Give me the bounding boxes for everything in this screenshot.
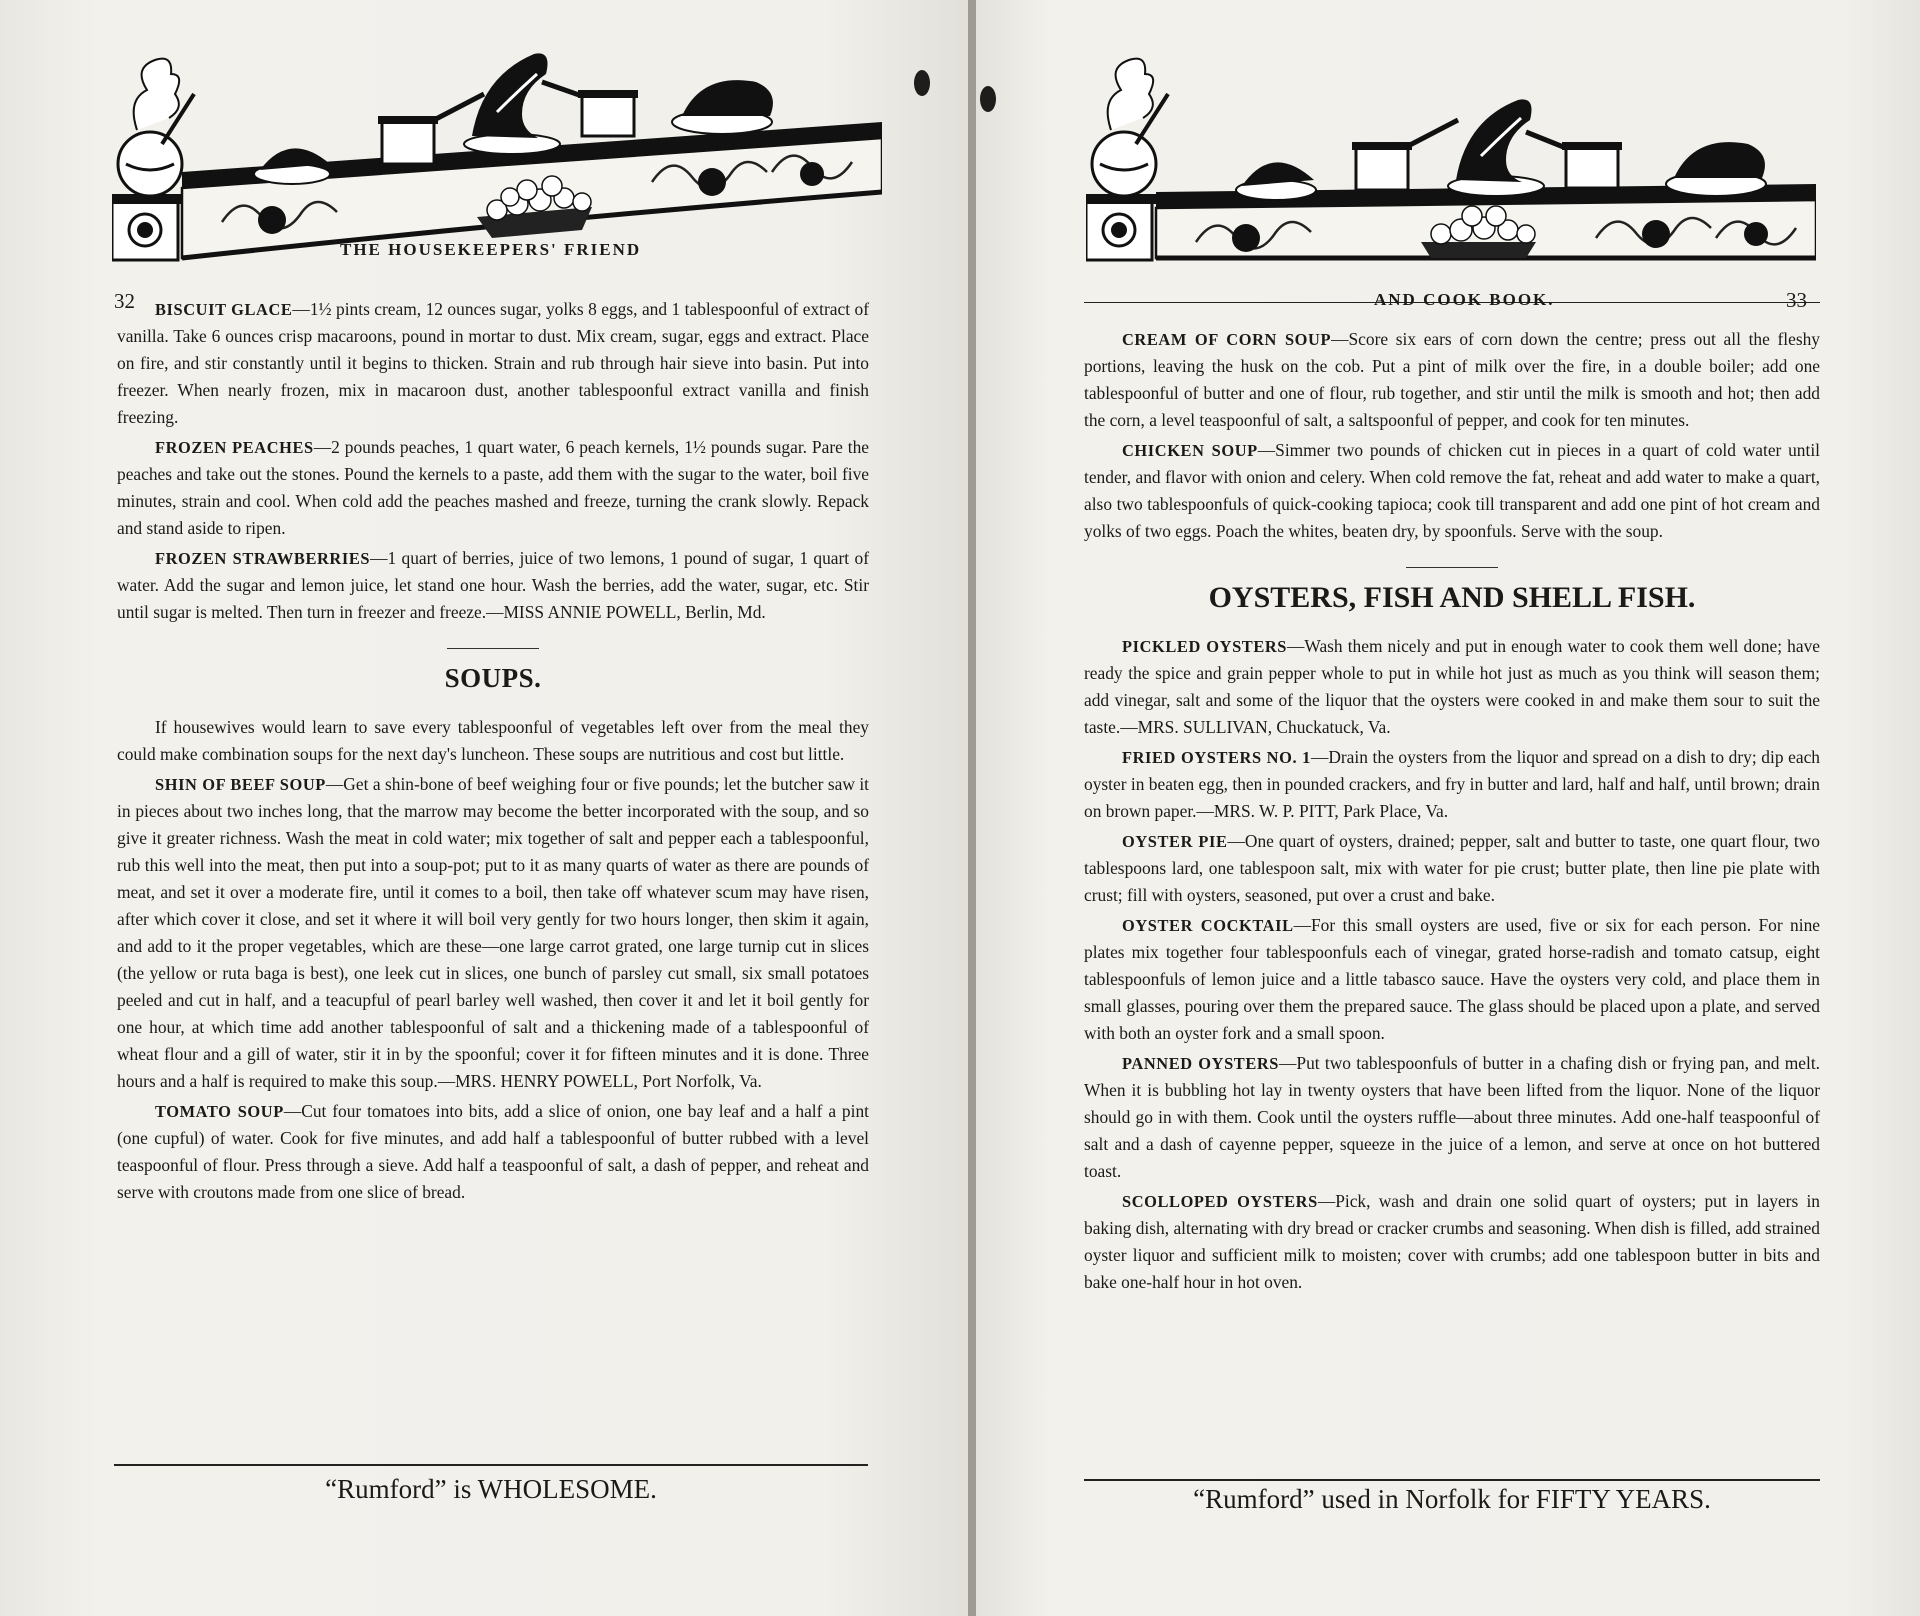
right-page-body [1084,326,1820,1296]
recipe-text: —Simmer two pounds of chicken cut in pieces in a quart of cold water until tender, and flavor with onion and celery. When cold remove the fat, reheat and add water to make a quart, also two tablespoonfuls of quick-cooking tapioca; cook till transparent and add one pint of hot cream and yolks of two eggs. Poach the whites, beaten dry, by spoonfuls. Serve with the soup. [1084,440,1820,541]
punch-hole [914,70,930,96]
section-heading: OYSTERS, FISH AND SHELL FISH. [1208,581,1696,614]
section-divider [1406,567,1498,568]
recipe-text: —Score six ears of corn down the centre; press out all the fleshy portions, leaving the husk on the cob. Put a pint of milk over the fire, in a double boiler; add one tablespoonful of butter and one of flour, rub together, and stir until the milk is smooth and hot; then add the corn, a level teaspoonful of salt, a saltspoonful of pepper, and cook for ten minutes. [1084,329,1821,430]
section-divider [447,648,539,649]
soups-section [117,665,869,1206]
recipe-paragraph [1084,744,1820,825]
recipe-title: CHICKEN SOUP [1122,441,1258,460]
recipe-title: CREAM OF CORN SOUP [1122,330,1332,349]
recipe-paragraph [1084,912,1820,1047]
recipe-title: FROZEN STRAWBERRIES [155,549,371,568]
recipe-section [1084,326,1820,545]
recipe-text: —2 pounds peaches, 1 quart water, 6 peach kernels, 1½ pounds sugar. Pare the peaches and take out the stones. Pound the kernels to a paste, add them with the sugar to the water, boil five minutes, strain and cool. When cold add the peaches mashed and freeze, turning the crank slowly. Repack and stand aside to ripen. [117,437,869,538]
recipe-text: —Get a shin-bone of beef weighing four or five pounds; let the butcher saw it in pieces about two inches long, that the marrow may become the better incorporated with the soup, and so give it greater richness. Wash the meat in cold water; mix together of salt and pepper each a tablespoonful, rub this well into the meat, then put into a soup-pot; put to it as many quarts of water as there are pounds of meat, and set it over a moderate fire, until it comes to a boil, then take off whatever scum may have risen, after which cover it close, and set it where it will boil very gently for two hours longer, then skim it again, and add to it the proper vegetables, which are these—one large carrot grated, one large turnip cut in slices (the yellow or ruta baga is best), one leek cut in slices, one bunch of parsley cut small, six small potatoes peeled and cut in half, and a teacupful of pearl barley well washed, then cover it and let it boil gently for one hour, at which time add another tablespoonful of salt and a thickening made of a tablespoonful of wheat flour and a gill of water, stir it in by the spoonful; cover it for fifteen minutes and it is done. Three hours and a half is required to make this soup.—MRS. HENRY POWELL, Port Norfolk, Va. [117,774,869,1091]
footer-rule [114,1464,868,1466]
recipe-text: —Put two tablespoonfuls of butter in a chafing dish or frying pan, and melt. When it is bubbling hot lay in twenty oysters that have been lifted from the liquor. None of the liquor should go in with them. Cook until the oysters ruffle—about three minutes. Add one-half teaspoonful of salt and a dash of cayenne pepper, squeeze in the juice of a lemon, and serve at once on hot buttered toast. [1084,1053,1821,1181]
recipe-title: PANNED OYSTERS [1122,1054,1280,1073]
recipe-title: SHIN OF BEEF SOUP [155,775,326,794]
recipe-paragraph [1084,828,1820,909]
recipe-paragraph [1084,1050,1820,1185]
recipe-text: —1½ pints cream, 12 ounces sugar, yolks 8 eggs, and 1 tablespoonful of extract of vanilla. Take 6 ounces crisp macaroons, pound in mortar to dust. Mix cream, sugar, eggs and extract. Place on fire, and stir constantly until it begins to thicken. Strain and rub through hair sieve into basin. Put into freezer. When nearly frozen, mix in macaroon dust, another tablespoonful extract vanilla and finish freezing. [117,299,869,427]
recipe-title: FRIED OYSTERS NO. 1 [1122,748,1311,767]
recipe-paragraph [1084,326,1820,434]
recipe-text: —For this small oysters are used, five or six for each person. For nine plates mix together four tablespoonfuls each of vinegar, grated horse-radish and tomato catsup, eight tablespoonfuls of lemon juice and a little tabasco sauce. Have the oysters very cold, and place them in small glasses, pouring over them the prepared sauce. The glass should be placed upon a plate, and served with both an oyster fork and a small spoon. [1084,915,1820,1043]
punch-hole [980,86,996,112]
recipe-paragraph [117,771,869,1095]
recipe-paragraph [117,1098,869,1206]
book-gutter [968,0,976,1616]
recipe-text: If housewives would learn to save every tablespoonful of vegetables left over from the meal they could make combination soups for the next day's luncheon. These soups are nutritious and cost but little. [117,717,869,764]
page-number: 33 [1786,288,1807,312]
running-head: THE HOUSEKEEPERS' FRIEND [340,240,642,259]
footer-slogan: “Rumford” used in Norfolk for FIFTY YEARS. [1193,1484,1711,1514]
page-number: 32 [114,289,135,313]
intro-paragraph [117,714,869,768]
kitchen-stove-illustration [112,52,882,262]
recipe-paragraph [1084,437,1820,545]
recipe-text: —Pick, wash and drain one solid quart of oysters; put in layers in baking dish, alternating with dry bread or cracker crumbs and seasoning. When dish is filled, add strained oyster liquor and sufficient milk to moisten; cover with crumbs; add one tablespoon butter in bits and bake one-half hour in hot oven. [1084,1191,1820,1292]
recipe-text: —1 quart of berries, juice of two lemons, 1 pound of sugar, 1 quart of water. Add the sugar and lemon juice, let stand one hour. Wash the berries, add the water, sugar, etc. Stir until sugar is melted. Then turn in freezer and freeze.—MISS ANNIE POWELL, Berlin, Md. [117,548,869,622]
kitchen-stove-illustration [1086,52,1816,262]
footer-slogan: “Rumford” is WHOLESOME. [325,1474,657,1504]
recipe-paragraph [117,545,869,626]
recipe-title: PICKLED OYSTERS [1122,637,1288,656]
recipe-paragraph [1084,1188,1820,1296]
recipe-text: —Drain the oysters from the liquor and spread on a dish to dry; dip each oyster in beaten egg, then in pounded crackers, and fry in butter and lard, half and half, until brown; drain on brown paper.—MRS. W. P. PITT, Park Place, Va. [1084,747,1821,821]
recipe-text: —One quart of oysters, drained; pepper, salt and butter to taste, one quart flour, two tablespoons lard, one tablespoon salt, mix with water for pie crust; butter plate, then line pie plate with crust; fill with oysters, seasoned, put over a crust and bake. [1084,831,1820,905]
recipe-title: FROZEN PEACHES [155,438,314,457]
recipe-paragraph [117,434,869,542]
right-page [976,0,1920,1616]
left-page-body [117,296,869,1206]
recipe-text: —Cut four tomatoes into bits, add a slice of onion, one bay leaf and a half a pint (one cupful) of water. Cook for five minutes, and add half a tablespoonful of butter rubbed with a level teaspoonful of flour. Press through a sieve. Add half a teaspoonful of salt, a dash of pepper, and reheat and serve with croutons made from one slice of bread. [117,1101,869,1202]
recipe-title: OYSTER COCKTAIL [1122,916,1294,935]
oysters-section [1084,581,1821,1296]
recipe-text: —Wash them nicely and put in enough water to cook them well done; have ready the spice and grain pepper whole to put in while hot just as much as you think will season them; add vinegar, salt and some of the liquor that the oysters were cooked in and make them sour to suit the taste.—MRS. SULLIVAN, Chuckatuck, Va. [1084,636,1821,737]
recipe-paragraph [117,296,869,431]
running-head: AND COOK BOOK. [1374,290,1555,309]
recipe-title: BISCUIT GLACE [155,300,293,319]
recipe-section [117,296,869,626]
recipe-title: SCOLLOPED OYSTERS [1122,1192,1318,1211]
recipe-paragraph [1084,633,1820,741]
footer-rule [1084,1479,1820,1481]
recipe-title: OYSTER PIE [1122,832,1228,851]
section-heading: SOUPS. [444,663,542,693]
recipe-title: TOMATO SOUP [155,1102,284,1121]
